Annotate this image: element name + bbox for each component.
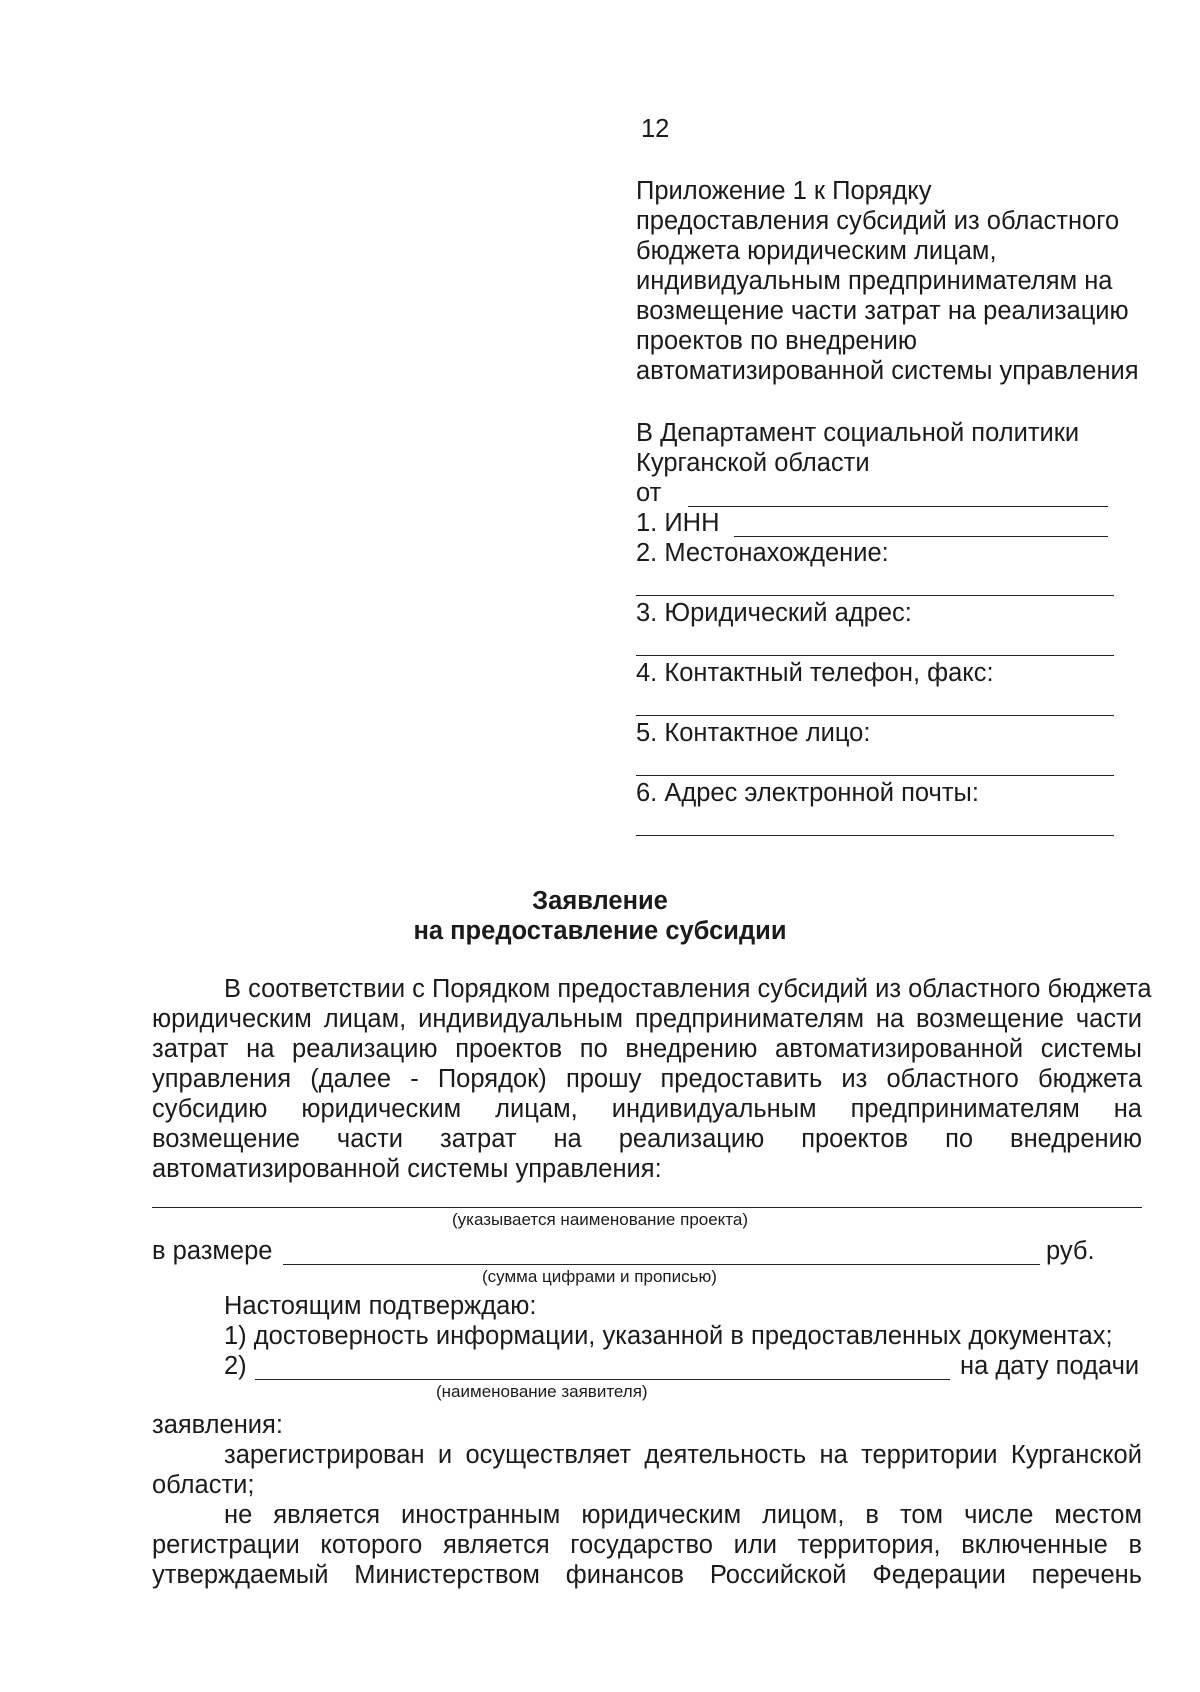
intro-line: управления (далее - Порядок) прошу предоставить из областного бюджета [152,1065,1142,1093]
addressee-line-2: Курганской области [636,449,870,477]
confirm-item-2-prefix: 2) [224,1352,247,1380]
phone-fax-blank-line [636,715,1114,716]
foreign-line: утверждаемый Министерством финансов Российской Федерации перечень [152,1561,1142,1589]
inn-blank-line [734,536,1108,537]
addressee-line-1: В Департамент социальной политики [636,419,1080,447]
intro-line: затрат на реализацию проектов по внедрению автоматизированной системы [152,1035,1142,1063]
document-title: Заявление [532,887,668,915]
appendix-line: бюджета юридическим лицам, [636,237,997,265]
intro-line: субсидию юридическим лицам, индивидуальным предпринимателям на [152,1095,1142,1123]
from-blank-line [688,506,1108,507]
project-name-blank-line [152,1207,1142,1208]
legal-address-blank-line [636,655,1114,656]
contact-person-label: 5. Контактное лицо: [636,719,871,747]
appendix-line: Приложение 1 к Порядку [636,177,932,205]
amount-blank-line [283,1264,1040,1265]
foreign-line: регистрации которого является государство или территория, включенные в [152,1531,1142,1559]
applicant-name-blank-line [255,1379,950,1380]
intro-line: автоматизированной системы управления: [152,1155,662,1183]
inn-label: 1. ИНН [636,509,720,537]
from-label: от [636,479,662,507]
email-label: 6. Адрес электронной почты: [636,779,979,807]
appendix-line: возмещение части затрат на реализацию [636,297,1129,325]
appendix-line: предоставления субсидий из областного [636,207,1120,235]
contact-person-blank-line [636,775,1114,776]
foreign-line: не является иностранным юридическим лицом, в том числе местом [224,1501,1142,1529]
location-blank-line [636,595,1114,596]
page-number: 12 [641,115,670,143]
registered-line: области; [152,1471,255,1499]
confirm-heading: Настоящим подтверждаю: [224,1292,537,1320]
amount-label: в размере [152,1237,273,1265]
project-name-hint: (указывается наименование проекта) [451,1210,749,1229]
appendix-line: индивидуальным предпринимателям на [636,267,1113,295]
email-blank-line [636,835,1114,836]
appendix-line: автоматизированной системы управления [636,357,1139,385]
legal-address-label: 3. Юридический адрес: [636,599,912,627]
intro-line: В соответствии с Порядком предоставления субсидий из областного бюджета [224,975,1152,1003]
applicant-name-hint: (наименование заявителя) [436,1382,648,1401]
appendix-line: проектов по внедрению [636,327,918,355]
amount-unit: руб. [1046,1237,1095,1265]
document-subtitle: на предоставление субсидии [413,917,787,945]
location-label: 2. Местонахождение: [636,539,889,567]
intro-line: юридическим лицам, индивидуальным предпринимателям на возмещение части [152,1005,1142,1033]
confirm-item-2-suffix: на дату подачи [960,1352,1140,1380]
amount-hint: (сумма цифрами и прописью) [482,1267,717,1286]
confirm-item-1: 1) достоверность информации, указанной в предоставленных документах; [224,1322,1113,1350]
intro-line: возмещение части затрат на реализацию проектов по внедрению [152,1125,1142,1153]
phone-fax-label: 4. Контактный телефон, факс: [636,659,994,687]
registered-line: зарегистрирован и осуществляет деятельность на территории Курганской [224,1441,1142,1469]
confirm-continuation: заявления: [152,1411,283,1439]
